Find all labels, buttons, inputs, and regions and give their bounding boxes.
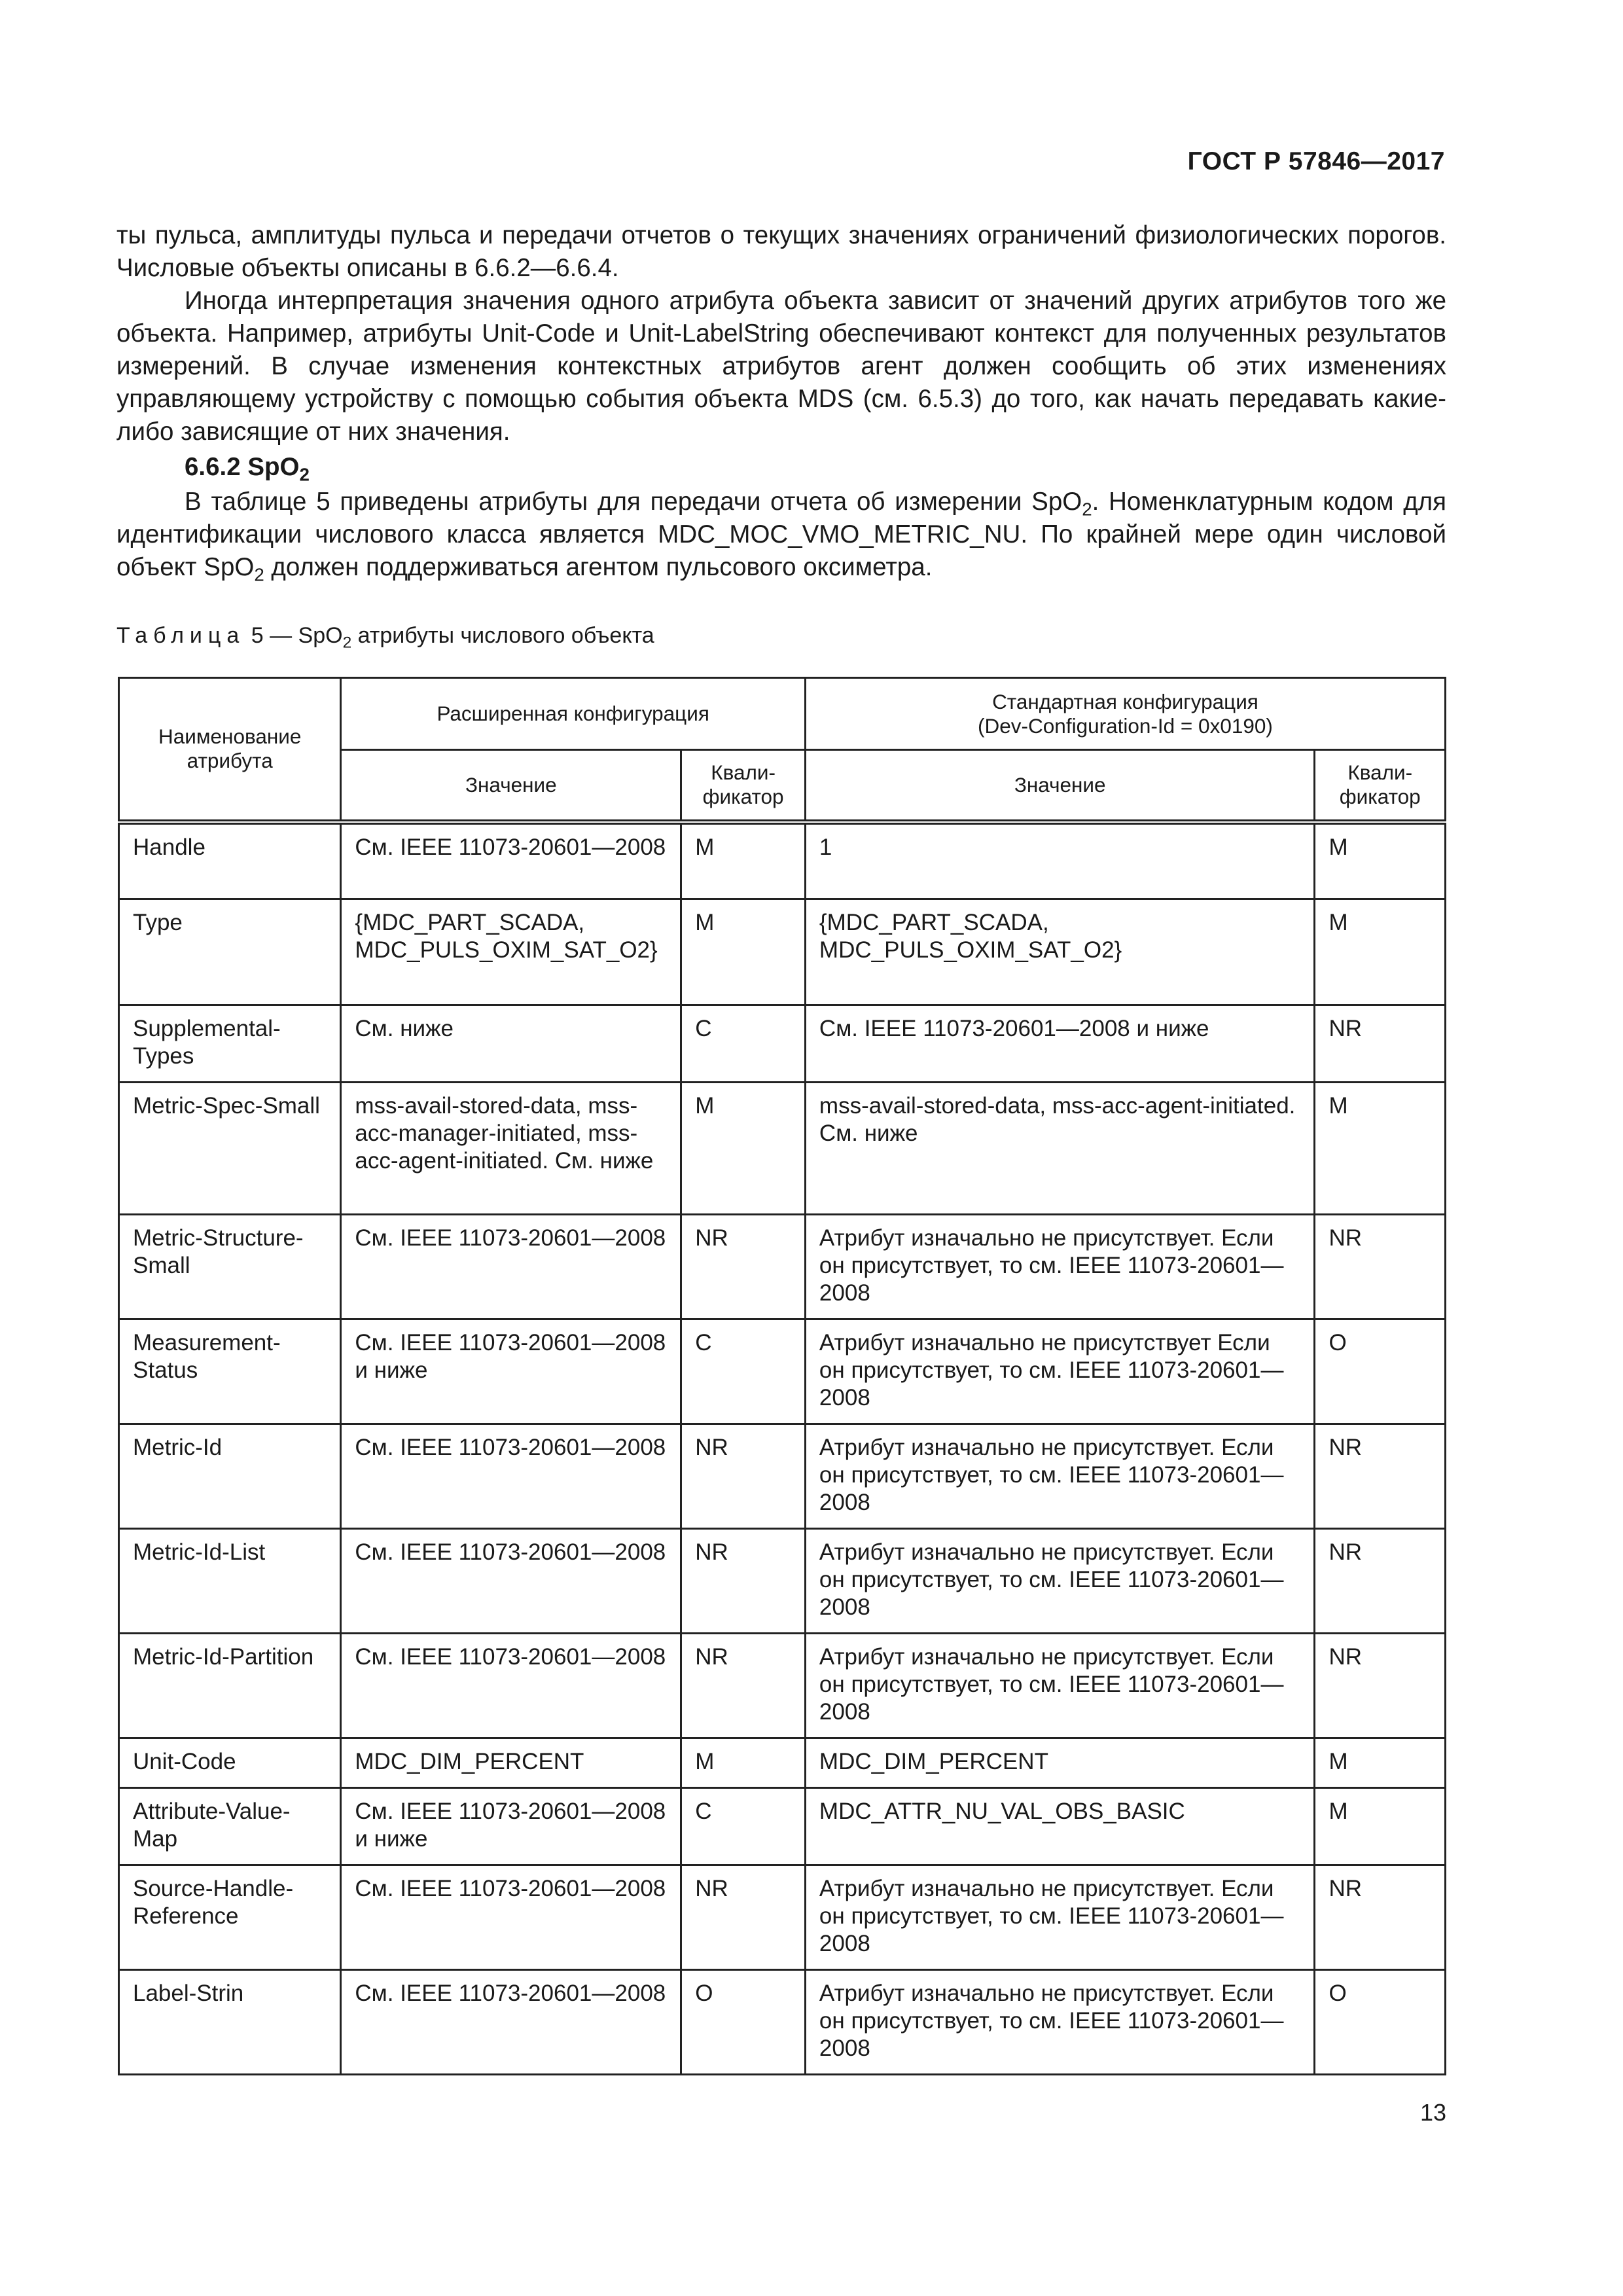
cell-std-qualifier: NR — [1315, 1529, 1446, 1634]
cell-std-value: Атрибут изначально не присутствует. Если он присутствует, то см. IEEE 11073-20601—2008 — [805, 1970, 1315, 2075]
cell-ext-value: См. IEEE 11073-20601—2008 — [341, 1634, 681, 1738]
cell-std-value: Атрибут изначально не присутствует. Если он присутствует, то см. IEEE 11073-20601—2008 — [805, 1215, 1315, 1319]
cell-attribute-name: Handle — [119, 822, 341, 899]
cell-ext-value: См. IEEE 11073-20601—2008 и ниже — [341, 1788, 681, 1865]
section-heading — [185, 453, 310, 485]
table-row — [119, 1529, 1446, 1634]
header-ext-value: Значение — [341, 750, 681, 822]
header-extended-config: Расширенная конфигурация — [341, 678, 806, 750]
table-row — [119, 1788, 1446, 1865]
cell-attribute-name: Metric-Id-List — [119, 1529, 341, 1634]
header-ext-qualifier: Квали-фикатор — [681, 750, 806, 822]
table-row — [119, 1634, 1446, 1738]
header-standard-config: Стандартная конфигурация (Dev-Configuration-Id = 0x0190) — [805, 678, 1445, 750]
cell-ext-value: См. IEEE 11073-20601—2008 — [341, 1424, 681, 1529]
cell-std-qualifier: M — [1315, 1738, 1446, 1788]
table-row — [119, 822, 1446, 899]
cell-std-value: Атрибут изначально не присутствует. Если он присутствует, то см. IEEE 11073-20601—2008 — [805, 1634, 1315, 1738]
cell-ext-value: См. IEEE 11073-20601—2008 — [341, 1865, 681, 1970]
section-name: SpO$_2$ — [247, 453, 310, 485]
paragraph-3: В таблице 5 приведены атрибуты для передачи отчета об измерении SpO$_2$. Номенклатурным кодом для идентификации числового класса является MDC_MOC_VMO_METRIC_NU. По крайней мере один числовой объект SpO$_2$ должен поддерживаться агентом пульсового оксиметра. — [116, 488, 1446, 585]
cell-std-qualifier: O — [1315, 1319, 1446, 1424]
table-row — [119, 1738, 1446, 1788]
cell-std-value: См. IEEE 11073-20601—2008 и ниже — [805, 1005, 1315, 1083]
cell-attribute-name: Source-Handle-Reference — [119, 1865, 341, 1970]
cell-std-qualifier: NR — [1315, 1215, 1446, 1319]
cell-ext-value: MDC_DIM_PERCENT — [341, 1738, 681, 1788]
cell-std-qualifier: M — [1315, 1083, 1446, 1215]
cell-std-qualifier: M — [1315, 1788, 1446, 1865]
cell-ext-qualifier: O — [681, 1970, 806, 2075]
cell-std-qualifier: NR — [1315, 1005, 1446, 1083]
table-body — [119, 822, 1446, 2075]
cell-std-value: Атрибут изначально не присутствует. Если он присутствует, то см. IEEE 11073-20601—2008 — [805, 1529, 1315, 1634]
cell-ext-qualifier: M — [681, 899, 806, 1005]
cell-ext-qualifier: NR — [681, 1865, 806, 1970]
standard-header: ГОСТ Р 57846—2017 — [1187, 147, 1445, 175]
table-row — [119, 1424, 1446, 1529]
body-text-block-2 — [116, 486, 1446, 584]
cell-std-qualifier: M — [1315, 822, 1446, 899]
table-row — [119, 1319, 1446, 1424]
cell-attribute-name: Unit-Code — [119, 1738, 341, 1788]
cell-std-value: Атрибут изначально не присутствует Если он присутствует, то см. IEEE 11073-20601—2008 — [805, 1319, 1315, 1424]
table-row — [119, 1005, 1446, 1083]
cell-std-qualifier: NR — [1315, 1865, 1446, 1970]
cell-std-value: {MDC_PART_SCADA, MDC_PULS_OXIM_SAT_O2} — [805, 899, 1315, 1005]
cell-ext-qualifier: NR — [681, 1529, 806, 1634]
cell-attribute-name: Supplemental-Types — [119, 1005, 341, 1083]
cell-attribute-name: Metric-Spec-Small — [119, 1083, 341, 1215]
cell-ext-qualifier: NR — [681, 1424, 806, 1529]
paragraph-2: Иногда интерпретация значения одного атрибута объекта зависит от значений других атрибутов того же объекта. Например, атрибуты Unit-Code и Unit-LabelString обеспечивают контекст для полученных результатов измерений. В случае изменения контекстных атрибутов агент должен сообщить об этих изменениях управляющему устройству с помощью события объекта MDS (см. 6.5.3) до того, как начать передавать какие-либо зависящие от них значения. — [116, 287, 1446, 446]
paragraph-1: ты пульса, амплитуды пульса и передачи отчетов о текущих значениях ограничений физиологических порогов. Числовые объекты описаны в 6.6.2—6.6.4. — [116, 221, 1446, 282]
header-attribute-name: Наименование атрибута — [119, 678, 341, 822]
table-row — [119, 1083, 1446, 1215]
table-row — [119, 1215, 1446, 1319]
body-text-block-1 — [116, 219, 1446, 448]
section-number: 6.6.2 — [185, 453, 241, 481]
cell-ext-value: См. IEEE 11073-20601—2008 — [341, 1529, 681, 1634]
table-row — [119, 899, 1446, 1005]
cell-attribute-name: Attribute-Value-Map — [119, 1788, 341, 1865]
cell-attribute-name: Metric-Structure-Small — [119, 1215, 341, 1319]
cell-std-value: Атрибут изначально не присутствует. Если он присутствует, то см. IEEE 11073-20601—2008 — [805, 1865, 1315, 1970]
table-caption: Таблица 5 — SpO$_2$ атрибуты числового объекта — [116, 623, 654, 652]
cell-ext-value: См. IEEE 11073-20601—2008 — [341, 822, 681, 899]
cell-std-value: mss-avail-stored-data, mss-acc-agent-initiated. См. ниже — [805, 1083, 1315, 1215]
header-std-value: Значение — [805, 750, 1315, 822]
cell-std-qualifier: O — [1315, 1970, 1446, 2075]
cell-attribute-name: Metric-Id — [119, 1424, 341, 1529]
cell-ext-value: См. IEEE 11073-20601—2008 — [341, 1970, 681, 2075]
cell-std-qualifier: NR — [1315, 1634, 1446, 1738]
cell-std-qualifier: NR — [1315, 1424, 1446, 1529]
cell-ext-qualifier: M — [681, 822, 806, 899]
cell-ext-value: {MDC_PART_SCADA, MDC_PULS_OXIM_SAT_O2} — [341, 899, 681, 1005]
cell-ext-qualifier: C — [681, 1319, 806, 1424]
cell-std-value: Атрибут изначально не присутствует. Если он присутствует, то см. IEEE 11073-20601—2008 — [805, 1424, 1315, 1529]
cell-ext-qualifier: M — [681, 1083, 806, 1215]
cell-ext-qualifier: C — [681, 1788, 806, 1865]
attributes-table — [118, 677, 1446, 2075]
cell-std-qualifier: M — [1315, 899, 1446, 1005]
cell-ext-qualifier: M — [681, 1738, 806, 1788]
cell-std-value: MDC_DIM_PERCENT — [805, 1738, 1315, 1788]
cell-ext-qualifier: NR — [681, 1215, 806, 1319]
cell-ext-value: См. IEEE 11073-20601—2008 — [341, 1215, 681, 1319]
cell-ext-value: mss-avail-stored-data, mss-acc-manager-initiated, mss-acc-agent-initiated. См. ниже — [341, 1083, 681, 1215]
cell-attribute-name: Measurement-Status — [119, 1319, 341, 1424]
cell-std-value: 1 — [805, 822, 1315, 899]
cell-ext-value: См. IEEE 11073-20601—2008 и ниже — [341, 1319, 681, 1424]
cell-ext-value: См. ниже — [341, 1005, 681, 1083]
page-number: 13 — [1419, 2099, 1446, 2126]
table-row — [119, 1865, 1446, 1970]
cell-std-value: MDC_ATTR_NU_VAL_OBS_BASIC — [805, 1788, 1315, 1865]
cell-attribute-name: Metric-Id-Partition — [119, 1634, 341, 1738]
cell-ext-qualifier: C — [681, 1005, 806, 1083]
cell-attribute-name: Type — [119, 899, 341, 1005]
cell-ext-qualifier: NR — [681, 1634, 806, 1738]
header-std-qualifier: Квали-фикатор — [1315, 750, 1446, 822]
cell-attribute-name: Label-Strin — [119, 1970, 341, 2075]
table-row — [119, 1970, 1446, 2075]
